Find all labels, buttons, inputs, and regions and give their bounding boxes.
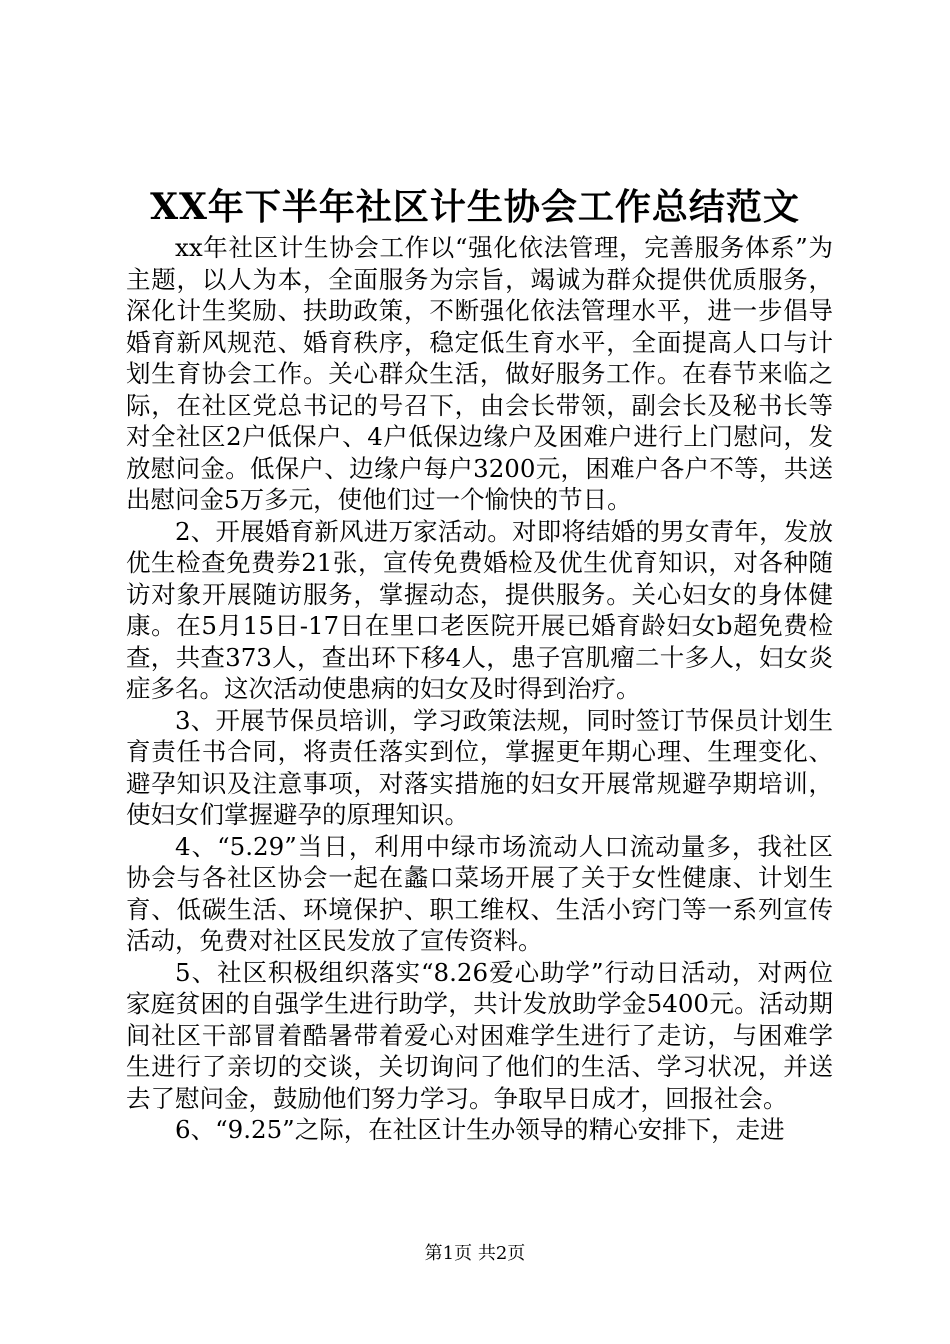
paragraph-2: 2、开展婚育新风进万家活动。对即将结婚的男女青年，发放优生检查免费券21张，宣传免费婚检及优生优育知识，对各种随访对象开展随访服务，掌握动态，提供服务。关心妇女的身体健康。在5月15日-17日在里口老医院开展已婚育龄妇女b超免费检查，共查373人，查出环下移4人，患子宫肌瘤二十多人，妇女炎症多名。这次活动使患病的妇女及时得到治疗。 bbox=[126, 516, 833, 703]
page-number-footer: 第1页 共2页 bbox=[424, 1243, 526, 1264]
paragraph-3: 3、开展节保员培训，学习政策法规，同时签订节保员计划生育责任书合同，将责任落实到位，掌握更年期心理、生理变化、避孕知识及注意事项，对落实措施的妇女开展常规避孕期培训，使妇女们掌握避孕的原理知识。 bbox=[126, 705, 833, 829]
paragraph-1: xx年社区计生协会工作以“强化依法管理，完善服务体系”为主题，以人为本，全面服务为宗旨，竭诚为群众提供优质服务，深化计生奖励、扶助政策，不断强化依法管理水平，进一步倡导婚育新风规范、婚育秩序，稳定低生育水平，全面提高人口与计划生育协会工作。关心群众生活，做好服务工作。在春节来临之际，在社区党总书记的号召下，由会长带领，副会长及秘书长等对全社区2户低保户、4户低保边缘户及困难户进行上门慰问，发放慰问金。低保户、边缘户每户3200元，困难户各户不等，共送出慰问金5万多元，使他们过一个愉快的节日。 bbox=[126, 233, 833, 514]
paragraph-4: 4、“5.29”当日，利用中绿市场流动人口流动量多，我社区协会与各社区协会一起在蠡口菜场开展了关于女性健康、计划生育、低碳生活、环境保护、职工维权、生活小窍门等一系列宣传活动，免费对社区民发放了宣传资料。 bbox=[126, 831, 833, 955]
paragraph-6: 6、“9.25”之际，在社区计生办领导的精心安排下，走进 bbox=[175, 1115, 785, 1144]
paragraph-5: 5、社区积极组织落实“8.26爱心助学”行动日活动，对两位家庭贫困的自强学生进行助学，共计发放助学金5400元。活动期间社区干部冒着酷暑带着爱心对困难学生进行了走访，与困难学生进行了亲切的交谈，关切询问了他们的生活、学习状况，并送去了慰问金，鼓励他们努力学习。争取早日成才，回报社会。 bbox=[126, 957, 833, 1113]
document-title: XX年下半年社区计生协会工作总结范文 bbox=[150, 186, 800, 228]
document-body bbox=[126, 232, 833, 1146]
